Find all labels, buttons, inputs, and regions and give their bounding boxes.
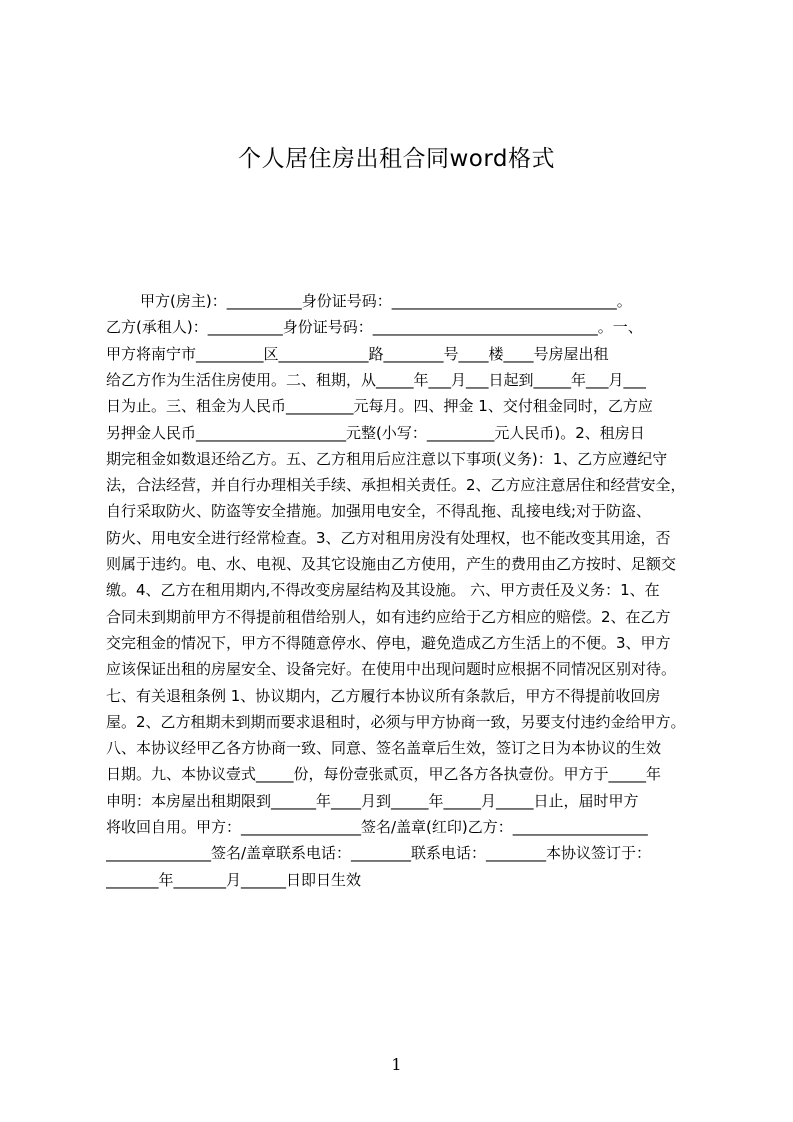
text-line: 交完租金的情况下，甲方不得随意停水、停电，避免造成乙方生活上的不便。3、甲方 [106,633,671,652]
text-line: 乙方(承租人)：__________身份证号码：______________________________。一、 [106,318,643,337]
text-line: 将收回自用。甲方：________________签名/盖章(红印)乙方：__________________ [106,818,648,836]
text-line: ______________签名/盖章联系电话：________联系电话：________本协议签订于： [106,844,652,863]
text-line: 防火、用电安全进行经常检查。3、乙方对租用房没有处理权，也不能改变其用途，否 [106,528,671,547]
text-line: 八、本协议经甲乙各方协商一致、同意、签名盖章后生效，签订之日为本协议的生效 [106,739,662,758]
text-line: 日为止。三、租金为人民币_________元每月。四、押金 1、交付租金同时，乙方应 [106,397,653,416]
text-line: 日期。九、本协议壹式_____份，每份壹张贰页，甲乙各方各执壹份。甲方于_____年 [106,765,662,784]
text-line: 另押金人民币____________________元整(小写：_________元人民币)。2、租房日 [106,423,645,442]
text-line: 申明：本房屋出租期限到______年____月到_____年_____月_____日止，届时甲方 [106,791,639,810]
text-line: 给乙方作为生活住房使用。二、租期，从_____年___月___日起到_____年___月___ [106,370,647,389]
text-line: 法，合法经营，并自行办理相关手续、承担相关责任。2、乙方应注意居住和经营安全， [106,476,686,495]
text-line: 自行采取防火、防盗等安全措施。加强用电安全，不得乱拖、乱接电线;对于防盗、 [106,502,652,521]
text-line: 合同未到期前甲方不得提前租借给别人，如有违约应给于乙方相应的赔偿。2、在乙方 [106,607,671,626]
contract-body [106,288,706,908]
text-line: 缴。4、乙方在租用期内,不得改变房屋结构及其设施。 六、甲方责任及义务：1、在 [106,581,660,600]
page-number: 1 [391,1055,402,1074]
text-line: 则属于违约。电、水、电视、及其它设施由乙方使用，产生的费用由乙方按时、足额交 [106,555,677,573]
text-line: 期完租金如数退还给乙方。五、乙方租用后应注意以下事项(义务)：1、乙方应遵纪守 [106,449,668,468]
document-title: 个人居住房出租合同word格式 [237,146,556,172]
text-line: 屋。2、乙方租期未到期而要求退租时，必须与甲方协商一致，另要支付违约金给甲方。 [106,712,686,731]
text-line: 甲方将南宁市_________区____________路________号____楼____号房屋出租 [106,344,609,363]
text-line: 甲方(房主)：__________身份证号码：______________________________。 [140,292,632,310]
text-line: 七、有关退租条例 1、协议期内，乙方履行本协议所有条款后，甲方不得提前收回房 [106,686,661,705]
text-line: _______年_______月______日即日生效 [106,870,362,889]
text-line: 应该保证出租的房屋安全、设备完好。在使用中出现问题时应根据不同情况区别对待。 [106,660,677,679]
